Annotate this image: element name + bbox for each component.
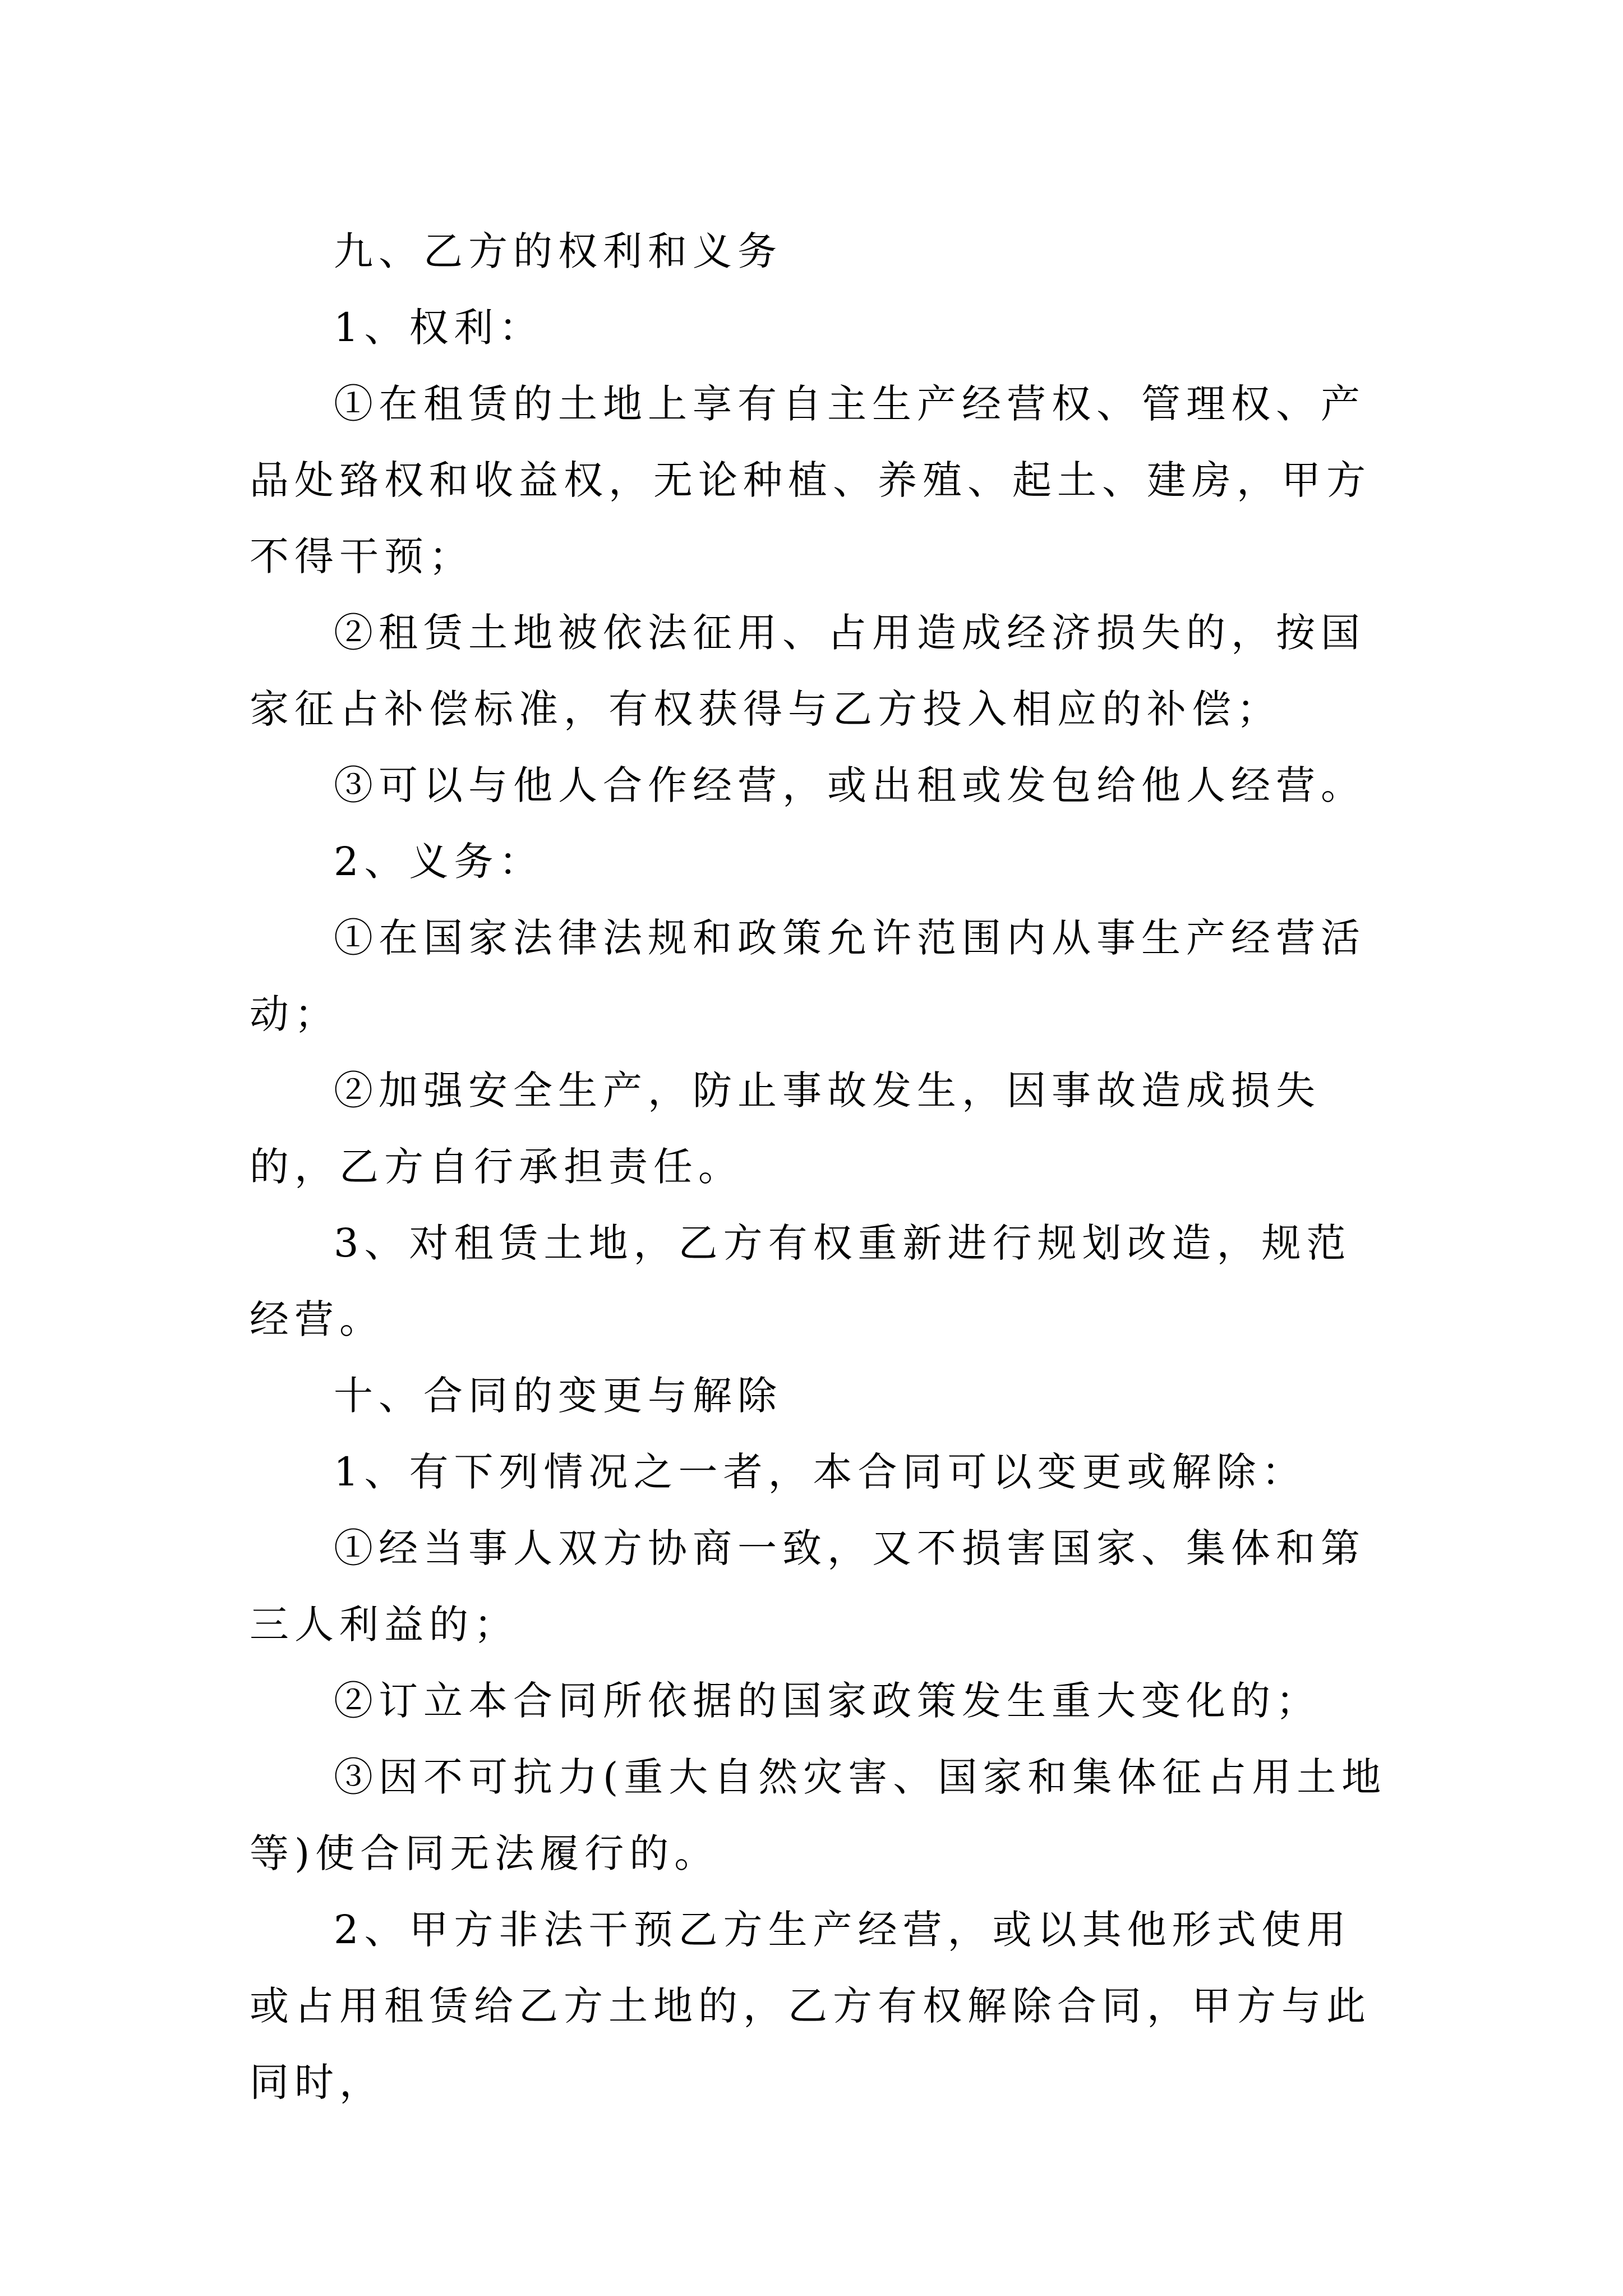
paragraph-obligation-1: ①在国家法律法规和政策允许范围内从事生产经营活动； <box>250 915 1366 1037</box>
subheading-rights: 1、权利： <box>334 305 544 351</box>
subheading-obligations: 2、义务： <box>334 839 544 885</box>
paragraph-right-1: ①在租赁的土地上享有自主生产经营权、管理权、产品处臵权和收益权，无论种植、养殖、起土、建房，甲方不得干预； <box>250 381 1371 579</box>
paragraph-change-conditions: 1、有下列情况之一者，本合同可以变更或解除： <box>334 1449 1307 1495</box>
section-heading-rights-obligations: 九、乙方的权利和义务 <box>334 228 782 274</box>
document-body <box>250 213 1388 2120</box>
paragraph-condition-1: ①经当事人双方协商一致，又不损害国家、集体和第三人利益的； <box>250 1525 1366 1648</box>
paragraph-right-2: ②租赁土地被依法征用、占用造成经济损失的，按国家征占补偿标准，有权获得与乙方投入相应的补偿； <box>250 610 1366 732</box>
paragraph-item-3: 3、对租赁土地，乙方有权重新进行规划改造，规范经营。 <box>250 1220 1352 1342</box>
paragraph-right-3: ③可以与他人合作经营，或出租或发包给他人经营。 <box>334 762 1366 808</box>
paragraph-condition-2: ②订立本合同所依据的国家政策发生重大变化的； <box>334 1678 1321 1724</box>
paragraph-termination-right: 2、甲方非法干预乙方生产经营，或以其他形式使用或占用租赁给乙方土地的，乙方有权解除合同，甲方与此同时， <box>250 1907 1371 2105</box>
paragraph-obligation-2: ②加强安全生产，防止事故发生，因事故造成损失的，乙方自行承担责任。 <box>250 1068 1321 1190</box>
section-heading-change-termination: 十、合同的变更与解除 <box>334 1373 782 1419</box>
paragraph-condition-3: ③因不可抗力(重大自然灾害、国家和集体征占用土地等)使合同无法履行的。 <box>250 1754 1387 1876</box>
